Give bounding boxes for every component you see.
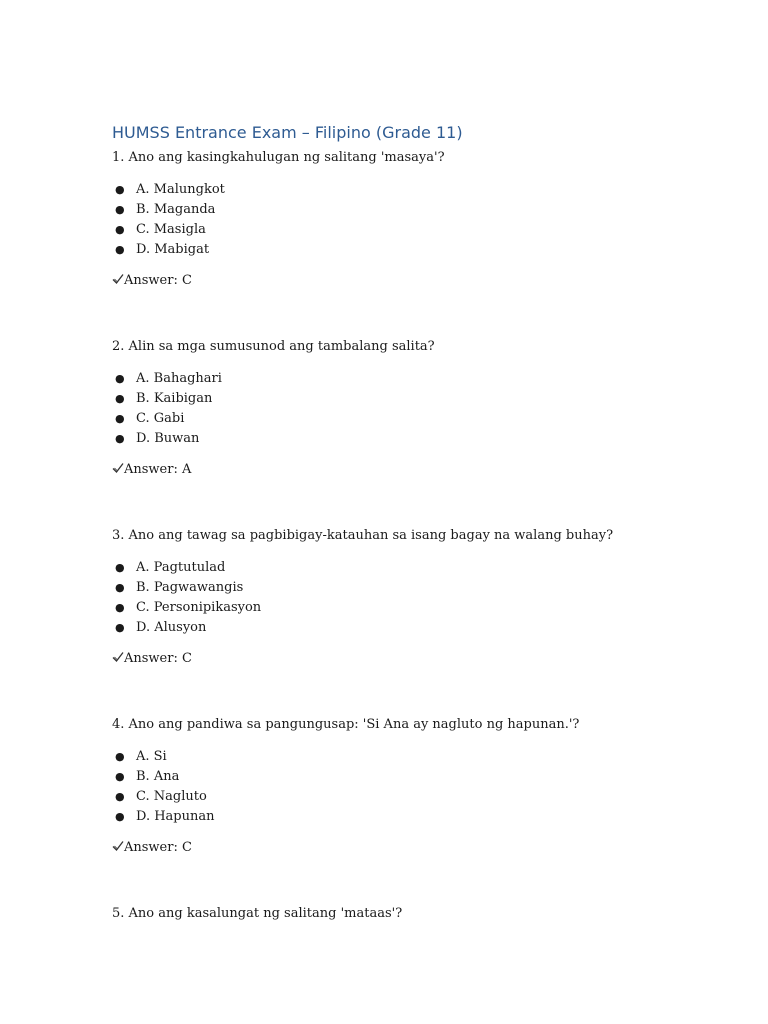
option-item (112, 618, 732, 638)
option-label: A. Si (136, 749, 167, 764)
option-item (112, 389, 732, 409)
option-item (112, 240, 732, 260)
option-item (112, 558, 732, 578)
bullet-icon: ● (115, 601, 125, 614)
option-item (112, 429, 732, 449)
question-block (112, 338, 732, 479)
option-label: B. Kaibigan (136, 391, 213, 406)
option-label: D. Alusyon (136, 620, 207, 635)
option-label: C. Nagluto (136, 789, 207, 804)
bullet-icon: ● (115, 621, 125, 634)
answer-line (112, 272, 732, 290)
bullet-icon: ● (115, 750, 125, 763)
check-mark-icon (112, 840, 124, 852)
option-label: D. Hapunan (136, 809, 215, 824)
option-item (112, 200, 732, 220)
options-list (112, 180, 732, 260)
question-text: 2. Alin sa mga sumusunod ang tambalang salita? (112, 339, 435, 354)
option-label: D. Mabigat (136, 242, 210, 257)
answer-text: Answer: A (124, 462, 192, 477)
bullet-icon: ● (115, 392, 125, 405)
answer-line (112, 839, 732, 857)
question-text: 1. Ano ang kasingkahulugan ng salitang 'masaya'? (112, 150, 445, 165)
option-label: B. Pagwawangis (136, 580, 244, 595)
option-item (112, 747, 732, 767)
question-block (112, 905, 732, 923)
answer-text: Answer: C (124, 273, 192, 288)
option-label: D. Buwan (136, 431, 200, 446)
option-item (112, 578, 732, 598)
option-label: A. Bahaghari (136, 371, 222, 386)
option-label: C. Personipikasyon (136, 600, 262, 615)
option-item (112, 409, 732, 429)
option-item (112, 220, 732, 240)
answer-line (112, 650, 732, 668)
bullet-icon: ● (115, 223, 125, 236)
question-text: 3. Ano ang tawag sa pagbibigay-katauhan sa isang bagay na walang buhay? (112, 528, 614, 543)
option-item (112, 767, 732, 787)
options-list (112, 369, 732, 449)
check-mark-icon (112, 273, 124, 285)
document-title: HUMSS Entrance Exam – Filipino (Grade 11) (112, 123, 463, 142)
question-block (112, 527, 732, 668)
question-block (112, 716, 732, 857)
options-list (112, 558, 732, 638)
bullet-icon: ● (115, 372, 125, 385)
option-item (112, 598, 732, 618)
options-list (112, 747, 732, 827)
answer-line (112, 461, 732, 479)
check-mark-icon (112, 651, 124, 663)
option-item (112, 180, 732, 200)
bullet-icon: ● (115, 581, 125, 594)
option-item (112, 787, 732, 807)
bullet-icon: ● (115, 183, 125, 196)
bullet-icon: ● (115, 243, 125, 256)
answer-text: Answer: C (124, 840, 192, 855)
bullet-icon: ● (115, 412, 125, 425)
option-label: C. Masigla (136, 222, 206, 237)
option-label: B. Ana (136, 769, 180, 784)
bullet-icon: ● (115, 810, 125, 823)
bullet-icon: ● (115, 770, 125, 783)
option-label: A. Pagtutulad (136, 560, 226, 575)
question-text: 4. Ano ang pandiwa sa pangungusap: 'Si Ana ay nagluto ng hapunan.'? (112, 717, 580, 732)
option-item (112, 807, 732, 827)
bullet-icon: ● (115, 203, 125, 216)
option-label: B. Maganda (136, 202, 216, 217)
question-block (112, 149, 732, 290)
option-label: A. Malungkot (136, 182, 225, 197)
check-mark-icon (112, 462, 124, 474)
answer-text: Answer: C (124, 651, 192, 666)
bullet-icon: ● (115, 561, 125, 574)
option-item (112, 369, 732, 389)
bullet-icon: ● (115, 790, 125, 803)
option-label: C. Gabi (136, 411, 185, 426)
bullet-icon: ● (115, 432, 125, 445)
question-text: 5. Ano ang kasalungat ng salitang 'mataas'? (112, 906, 403, 921)
